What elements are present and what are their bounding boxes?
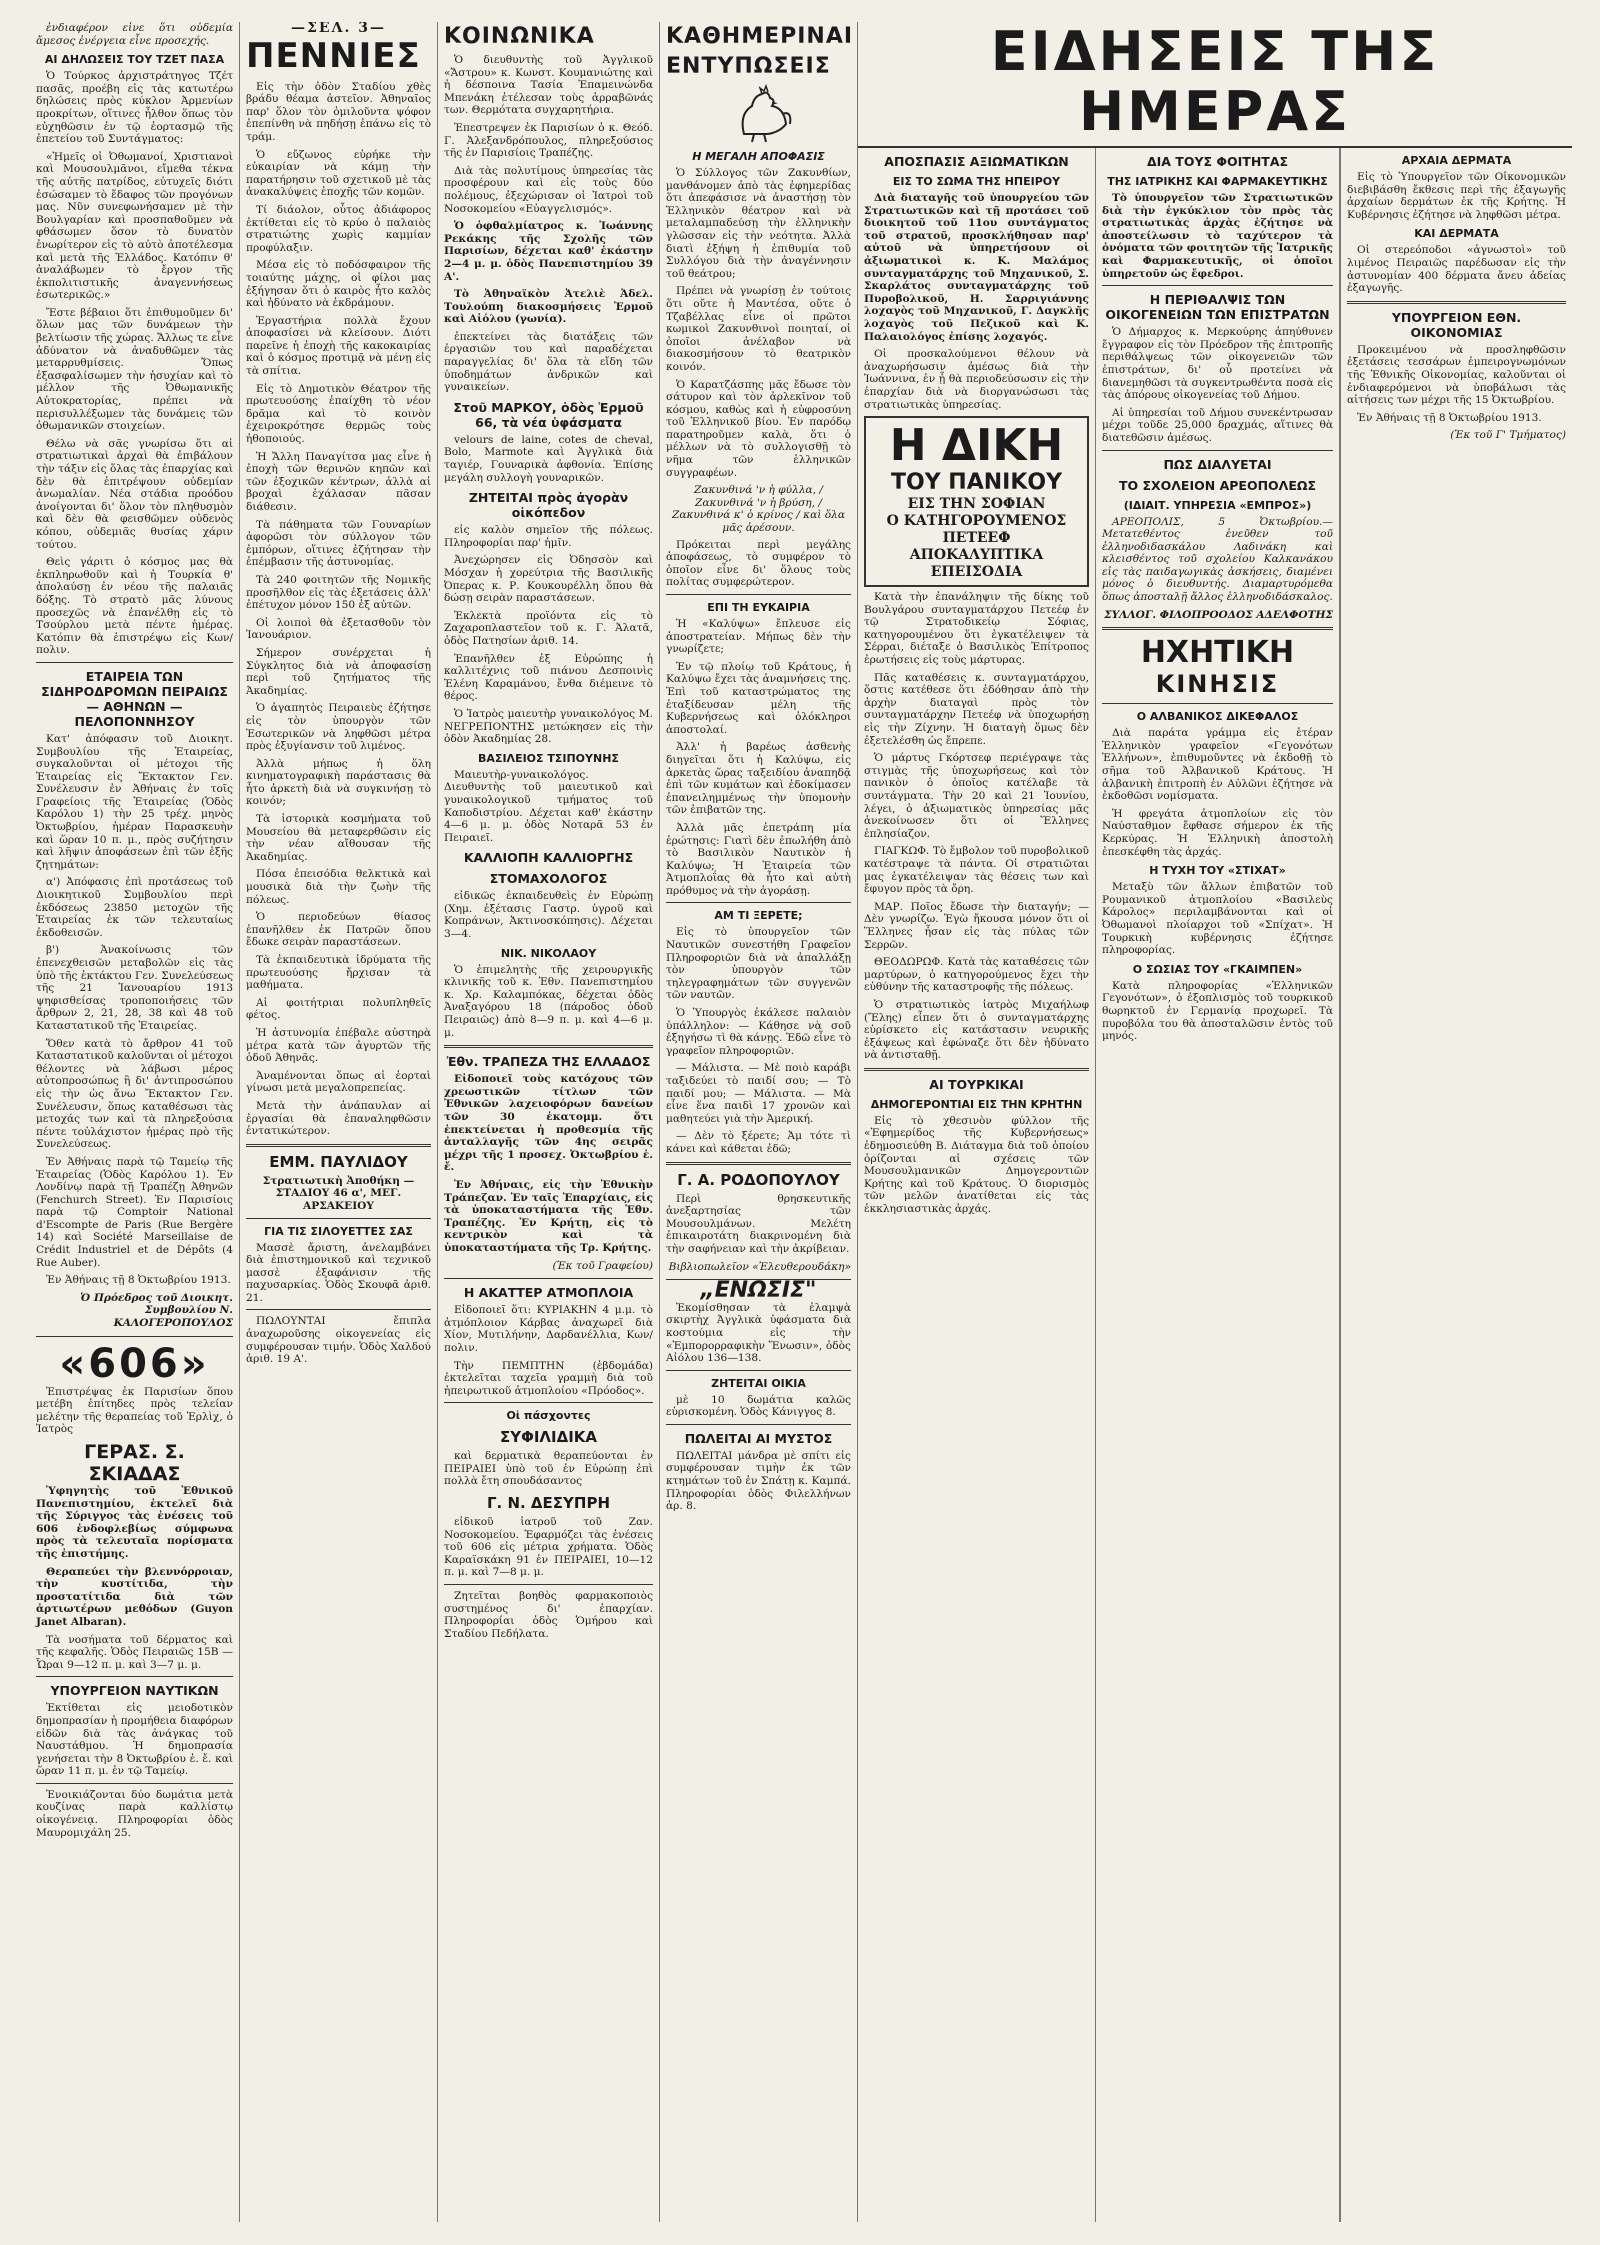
signature: (Ἐκ τοῦ Γ' Τμήματος) — [1450, 429, 1566, 442]
subhead-crete: ΔΗΜΟΓΕΡΟΝΤΙΑΙ ΕΙΣ ΤΗΝ ΚΡΗΤΗΝ — [870, 1097, 1083, 1111]
para: Οἱ λοιποὶ θὰ ἐξετασθοῦν τὸν Ἰανουάριον. — [246, 616, 431, 642]
para: «Ἡμεῖς οἱ Ὀθωμανοί, Χριστιανοὶ καὶ Μουσουλμᾶνοι, εἴμεθα τέκνα τῆς αὐτῆς πατρίδος, εὐτυχεῖς διότι ἐσώσαμεν τὸ ἔδαφος τῶν προγόνων μας. Νῦν συνεφωνήσαμεν μὲ τὴν Βουλγαρίαν καὶ προσπαθοῦμεν νὰ φθάσωμεν ὅσον τὸ δυνατὸν ἐνωρίτερον εἰς τὸ αὐτὸ ἀποτέλεσμα καὶ μετὰ τῆς Ἑλλάδος. Κατόπιν θ' ἀναλάβωμεν τὸ ἔργον τῆς ἐκπολιτιστικῆς ἀναγεννήσεως ἐσωτερικῶς.» — [36, 150, 233, 302]
para: Ὅθεν κατὰ τὸ ἄρθρον 41 τοῦ Καταστατικοῦ καλοῦνται οἱ μέτοχοι θέλοντες νὰ λάβωσι μέρος αὐτοπροσώπως ἢ δι' ἀντιπροσώπου εἰς τὴν ὡς ἄνω Ἔκτακτον Γεν. Συνέλευσιν, ὅπως καταθέσωσι τὰς μετοχάς των καὶ τὰ πληρεξούσια πέντε τοὐλάχιστον ἡμέρας πρὸ τῆς Συνελεύσεως. — [36, 1037, 233, 1151]
section-title-daily: ΚΑΘΗΜΕΡΙΝΑΙ — [666, 24, 854, 49]
para: Τὴν ΠΕΜΠΤΗΝ (ἑβδομάδα) ἐκτελεῖται ταχεῖα γραμμὴ διὰ τοῦ ἠπειρωτικοῦ ἀτμοπλοίου «Πρόοδος». — [444, 1359, 653, 1397]
news-left-block — [858, 148, 1341, 2222]
para: — Δὲν τὸ ξέρετε; Ἀμ τότε τὶ κάνει καὶ κάθεται ἐδῶ; — [666, 1130, 851, 1155]
news-subcol-1 — [858, 148, 1096, 2222]
para: Διὰ τὰς πολυτίμους ὑπηρεσίας τὰς προσφέρουν καὶ εἰς τοὺς δύο πολέμους, ἐξεχώρισαν οἱ Ἰατροὶ τοῦ Νοσοκομείου «Εὐαγγελισμός». — [444, 164, 653, 215]
para: Μετὰ τὴν ἀνάπαυλαν αἱ ἐργασίαι θὰ ἐπαναληφθῶσιν ἐντατικώτερον. — [246, 1099, 431, 1138]
headline-care: Η ΠΕΡΙΘΑΛΨΙΣ ΤΩΝ ΟΙΚΟΓΕΝΕΙΩΝ ΤΩΝ ΕΠΙΣΤΡΑΤΩΝ — [1105, 292, 1330, 323]
para: Τὰ πάθηματα τῶν Γουναρίων ἀφορῶσι τὸν σύλλογον τῶν ἐμπόρων, οἵτινες ἐζήτησαν τὴν ἐπέμβασιν τῆς ἀστυνομίας. — [246, 518, 431, 569]
para: Ὁ Ὑπουργὸς ἐκάλεσε παλαιὸν ὑπάλληλον: — Κάθησε νὰ σοῦ ἐξηγήσω τὶ θὰ κάνῃς. Ἐδῶ εἶνε τὸ γραφεῖον πληροφοριῶν. — [666, 1007, 851, 1057]
para: Τὸ Ἀθηναϊκὸν Ἀτελιὲ Ἀδελ. Τουλούπη διακοσμήσεις Ἑρμοῦ καὶ Αἰόλου (γωνία). — [444, 288, 653, 326]
intro-text: ἐνδιαφέρον εἶνε ὅτι οὐδεμία ἄμεσος ἐνέργεια εἶνε προσεχής. — [36, 22, 233, 47]
headline-national-bank: Ἐθν. ΤΡΑΠΕΖΑ ΤΗΣ ΕΛΛΑΔΟΣ — [446, 1054, 651, 1070]
para: ἐπεκτείνει τὰς διατάξεις τῶν ἐργασιῶν του καὶ παραδέχεται παραγγελίας δι' ὅλα τὰ εἴδη τῶν ὑποδημάτων ἀνδρικῶν καὶ γυναικείων. — [444, 330, 653, 394]
page-number: —ΣΕΛ. 3— — [291, 22, 386, 36]
column-news-of-the-day — [858, 22, 1572, 2222]
para: Στρατιωτικὴ Ἀποθήκη — ΣΤΑΔΙΟΥ 46 α', ΜΕΓ. ΑΡΣΑΚΕΙΟΥ — [262, 1174, 415, 1212]
column-4 — [660, 22, 858, 2222]
news-subcol-3 — [1341, 148, 1572, 2222]
para: Περὶ θρησκευτικῆς ἀνεξαρτησίας τῶν Μουσουλμάνων. Μελέτη ἐπικαιροτάτη διακρινομένη διὰ τὴν σαφήνειαν καὶ τὴν ἀκρίβειαν. — [666, 1192, 851, 1255]
para: Ἀναμένονται ὅπως αἱ ἑορταὶ γίνωσι μετὰ μεγαλοπρεπείας. — [246, 1069, 431, 1095]
para: Ὁ Καρατζάσπης μᾶς ἔδωσε τὸν σάτυρον καὶ τὸν ἀρλεκῖνον τοῦ κόσμου, καθὼς καὶ ἡ εὐφροσύνη τοῦ Ἑλληνικοῦ βίου. Ἐν παρόδῳ παρατηροῦμεν καλὰ, ὅτι ὁ μέλλων νὰ τὸ συλλογισθῇ τὸ νῆμα τῶν ἑλληνικῶν συγγραφέων. — [666, 378, 851, 479]
divider — [444, 1045, 653, 1048]
para: Ἀλλ' ἡ βαρέως ἀσθενὴς διηγεῖται ὅτι ἡ Καλύψω, εἰς ἀρκετὰς ὥρας ταξειδίου ἀναπηδᾷ ἐπὶ τῶν κυμάτων καὶ ἐδοκίμασεν ἐπανειλημμένως τὴν ὑπομονὴν τῶν ἐπιβατῶν της. — [666, 741, 851, 817]
para: Ἔστε βέβαιοι ὅτι ἐπιθυμοῦμεν δι' ὅλων μας τῶν δυνάμεων τὴν βελτίωσιν τῆς χώρας. Ἄλλως τε εἶνε ἀδύνατον νὰ ἀναδυθῶμεν τὰς μεταρρυθμίσεις. Ὅπως ἐξασφαλίσωμεν τὴν ἡσυχίαν καὶ τὸ μέλλον τῆς Ὀθωμανικῆς Αὐτοκρατορίας, πρέπει νὰ περισυλλέξωμεν τὰς δυνάμεις τῶν ὀθωμανικῶν στοιχείων. — [36, 306, 233, 433]
newspaper-page — [30, 22, 1572, 2222]
section-title-pennies: ΠΕΝΝΙΕΣ — [246, 35, 421, 76]
para: Ὁ στρατιωτικὸς ἰατρὸς Μιχαήλωφ (Ἔλης) εἶπεν ὅτι ὁ συνταγματάρχης εὑρίσκετο εἰς κατάστασιν νευρικῆς ἐξάψεως καὶ ἐφώναζε ὅτι δὲν ἠδύνατο νὰ ἀντισταθῇ. — [864, 998, 1089, 1062]
trial-box — [864, 416, 1089, 587]
headline-accused: Ο ΚΑΤΗΓΟΡΟΥΜΕΝΟΣ ΠΕΤΕΕΦ — [886, 513, 1067, 547]
divider — [666, 1370, 851, 1371]
headline-tsipounis: ΒΑΣΙΛΕΙΟΣ ΤΣΙΠΟΥΝΗΣ — [478, 751, 619, 765]
para: Μασσὲ ἄριστη, ἀνελαμβάνει διὰ ἐπιστημονικοῦ καὶ τεχνικοῦ μασσὲ ἐξαφάνισιν τῆς παχυσαρκίας. Ὁδὸς Σκουφᾶ ἀριθ. 21. — [246, 1241, 431, 1304]
headline-for-sale: ΠΩΛΕΙΤΑΙ ΑΙ ΜΥΣΤΟΣ — [684, 1430, 833, 1446]
divider — [246, 1309, 431, 1310]
para: Εἰς τὴν ὁδὸν Σταδίου χθὲς βράδυ θέαμα ἀστεῖον. Ἀθηναῖος παρ' ὅλον τὸν ὁμιλοῦντα ψόφον ἐπεπίνθη νὰ πηδήσῃ ἐπάνω εἰς τὸ τράμ. — [246, 80, 431, 143]
divider — [246, 1144, 431, 1147]
para: Ἀλλὰ μᾶς ἐπετράπη μία ἐρώτησις: Γιατὶ δὲν ἐπωλήθη ἀπὸ τὸ Βασιλικὸν Ναυτικὸν ἡ Καλύψω; Ἡ Ἑταιρεία τῶν Ἀτμοπλοΐας θὰ ἦτο καὶ αὐτὴ πρόθυμος νὰ τὴν ἀγοράσῃ. — [666, 821, 851, 897]
headline-sofia: ΕΙΣ ΤΗΝ ΣΟΦΙΑΝ — [907, 496, 1046, 513]
para: Ἐργαστήρια πολλὰ ἔχουν ἀποφασίσει νὰ κλείσουν. Διότι παρεῖνε ἡ ἐποχὴ τῆς κακοκαιρίας καὶ ὁ κόσμος προτιμᾷ νὰ μένῃ εἰς τὰ σπίτια. — [246, 314, 431, 378]
para: Πρέπει νὰ γνωρίσῃ ἐν τούτοις ὅτι οὔτε ἡ Μαντέσα, οὔτε ὁ Τζαβέλλας εἶνε οἱ πρῶτοι κωμικοὶ Ζακυνθινοὶ ποιηταί, οἱ ὁποῖοι ἀνέλαβον νὰ διακοσμήσουν τὸ θεατρικὸν κοινόν. — [666, 285, 851, 373]
para: εἰδικῶς ἐκπαιδευθεὶς ἐν Εὐρώπῃ (Χημ. ἐξέτασις Γαστρ. ὑγροῦ καὶ Κοπράνων, Ἀκτινοσκόπησις). Δέχεται 3—4. — [444, 890, 653, 941]
divider — [1102, 285, 1333, 286]
para: Οἱ προσκαλούμενοι θέλουν νὰ ἀναχωρήσωσιν ἀμέσως διὰ τὴν Ἰωάννινα, ἐν ᾗ θὰ περιοδεύσωσιν εἰς τὴν ἐπαρχίαν διὰ νὰ διοργανώσωσι τὰς στρατιωτικὰς ὑπηρεσίας. — [864, 348, 1089, 411]
headline-stichat: Η ΤΥΧΗ ΤΟΥ «ΣΤΙΧΑΤ» — [1149, 864, 1286, 878]
headline-students: ΔΙΑ ΤΟΥΣ ΦΟΙΤΗΤΑΣ — [1146, 154, 1289, 169]
para: Τί διάολον, οὗτος ἀδιάφορος ἐκτίθεται εἰς τὸ κρύο ὁ παλαιὸς στρατιώτης χωρὶς καμμίαν προφύλαξιν. — [246, 203, 431, 254]
headline-djemal: ΑΙ ΔΗΛΩΣΕΙΣ ΤΟΥ ΤΖΕΤ ΠΑΣΑ — [44, 53, 225, 67]
para: Προκειμένου νὰ προσληφθῶσιν ἐξετάσεις τεσσάρων ἐμπειρογνωμόνων τῆς Ἐθνικῆς Οἰκονομίας, καλοῦνται οἱ ἐνδιαφερόμενοι νὰ ὑποβάλωσι τὰς αἰτήσεις των μέχρι τῆς 15 Ὀκτωβρίου. — [1347, 343, 1566, 407]
divider — [666, 1162, 851, 1165]
para: Εἰς τὸ χθεσινὸν φύλλον τῆς «Ἐφημερίδος τῆς Κυβερνήσεως» ἐδημοσιεύθη Β. Διάταγμα διὰ τοῦ ὁποίου ὁρίζονται αἱ σχέσεις τῶν Μουσουλμανικῶν Δημογεροντιῶν Κρήτης καὶ τοῦ Κράτους. Ὁ διορισμὸς τῶν μελῶν ἀνατίθεται εἰς τὰς ἐκκλησιαστικὰς ἀρχάς. — [864, 1114, 1089, 1216]
subhead-epirus: ΕΙΣ ΤΟ ΣΩΜΑ ΤΗΣ ΗΠΕΙΡΟΥ — [892, 175, 1061, 188]
poem: Ζακυνθινά 'ν ἡ φύλλα, / Ζακυνθινά 'ν ἡ βρύση, / Ζακυνθινά κ' ὁ κρίνος / καὶ ὅλα μᾶς ἀρέσουν. — [671, 484, 846, 535]
para: εἰδικοῦ ἰατροῦ τοῦ Ζαν. Νοσοκομείου. Ἐφαρμόζει τὰς ἐνέσεις τοῦ 606 εἰς μέτρια χρήματα. Ὁδὸς Καραϊσκάκη 91 ἐν ΠΕΙΡΑΙΕΙ, 10—12 π. μ. καὶ 7—8 μ. μ. — [444, 1516, 653, 1579]
divider — [1347, 301, 1566, 304]
para: Εἰς τὸ Δημοτικὸν Θέατρον τῆς πρωτευούσης ἐπαίχθη τὸ νέον δρᾶμα καὶ τὸ κοινὸν ἐχειροκρότησε θερμῶς τοὺς ἠθοποιούς. — [246, 382, 431, 446]
para: velours de laine, cotes de cheval, Bolo, Marmote καὶ Ἀγγλικὰ διὰ ταγιέρ, Γουναρικὰ ἀφθονία. Ἐπίσης μεγάλη συλλογὴ γουναρικῶν. — [444, 433, 653, 484]
para: Ὁ Σύλλογος τῶν Ζακυνθίων, μανθάνομεν ἀπὸ τὰς ἐφημερίδας ὅτι ἀπεφάσισε νὰ ἀναστήσῃ τὸν Ἑλληνικὸν θέατρον καὶ νὰ μεταλαμπαδεύσῃ τὴν ἑλληνικὴν γλῶσσαν εἰς τὴν νεότητα. Ἀλλὰ διατὶ ἐξήψη ἡ ἐπιθυμία τοῦ Συλλόγου διὰ τὴν ἀναγέννησιν τοῦ θεάτρου; — [666, 167, 851, 280]
news-left-top — [858, 148, 1340, 2222]
para: Τὰ νοσήματα τοῦ δέρματος καὶ τῆς κεφαλῆς. Ὁδὸς Πειραιῶς 15Β — Ὧραι 9—12 π. μ. καὶ 3—7 μ. μ. — [36, 1633, 233, 1671]
divider — [1102, 450, 1333, 451]
divider — [666, 1424, 851, 1425]
para: ΘΕΟΔΩΡΩΦ. Κατὰ τὰς καταθέσεις τῶν μαρτύρων, ὁ κατηγορούμενος ἔχει τὴν εὐθύνην τῆς καταστροφῆς τῆς πόλεως. — [864, 956, 1089, 994]
headline-desypris: Γ. Ν. ΔΕΣΥΠΡΗ — [486, 1494, 611, 1513]
subhead-decision: Η ΜΕΓΑΛΗ ΑΠΟΦΑΣΙΣ — [692, 150, 825, 163]
divider — [444, 1278, 653, 1279]
divider — [444, 1584, 653, 1585]
para: Ἐν Ἀθήναις παρὰ τῷ Ταμείῳ τῆς Ἑταιρείας (Ὁδὸς Καρόλου 1). Ἐν Λονδίνῳ παρὰ τῇ Τραπέζῃ Ἀθηνῶν (Fenchurch Street). Ἐν Παρισίοις παρὰ τῷ Comptoir National d'Escompte de Paris (Rue Bergère 14) καὶ Société Marseillaise de Crédit Industriel et de Dépôts (4 Rue Auber). — [36, 1155, 233, 1269]
signature: (Ἐκ τοῦ Γραφείου) — [552, 1259, 653, 1272]
para: ΠΩΛΟΥΝΤΑΙ ἔπιπλα ἀναχωροῦσης οἰκογενείας εἰς συμφέρουσαν τιμήν. Ὁδὸς Χαλδού ἀριθ. 19 Α'. — [246, 1315, 431, 1366]
para: Ὁ περιοδεύων θίασος ἐπανῆλθεν ἐκ Πατρῶν ὅπου ἔδωκε σειρὰν παραστάσεων. — [246, 911, 431, 949]
divider — [1102, 627, 1333, 630]
para: Αἱ φοιτήτριαι πολυπληθεῖς φέτος. — [246, 996, 431, 1022]
para: Ἡ Ἄλλη Παναγίτσα μας εἶνε ἡ ἐποχὴ τῶν θερινῶν κηπῶν καὶ τῶν ἐξοχικῶν κέντρων, ἀλλὰ αἱ βροχαὶ ἐχάλασαν πᾶσαν διάθεσιν. — [246, 450, 431, 513]
para: Ἐν Ἀθήναις, εἰς τὴν Ἐθνικὴν Τράπεζαν. Ἐν ταῖς Ἐπαρχίαις, εἰς τὰ ὑποκαταστήματα τῆς Ἐθν. Τραπέζης. Ἐν Κρήτῃ, εἰς τὸ κεντρικὸν καὶ τὰ ὑποκαταστήματα τῆς Τρ. Κρήτης. — [444, 1178, 653, 1254]
section-title-news: ΕΙΔΗΣΕΙΣ ΤΗΣ ΗΜΕΡΑΣ — [858, 22, 1572, 148]
para: Πόσα ἐπεισόδια θελκτικὰ καὶ μουσικὰ διὰ τὴν ζωὴν τῆς πόλεως. — [246, 868, 431, 906]
para: Τὸ ὑπουργεῖον τῶν Στρατιωτικῶν διὰ τὴν ἐγκύκλιον τὸν πρὸς τὰς στρατιωτικὰς ἀρχὰς ἐζήτησε νὰ ἀποστείλωσιν τὸ ταχύτερον τὰ ὀνόματα τῶν φοιτητῶν τῆς Ἰατρικῆς καὶ Φαρμακευτικῆς, οἱ ὁποῖοι ὑπηρετοῦν ὡς ἔφεδροι. — [1102, 192, 1333, 280]
signature: Ὁ Πρόεδρος τοῦ Διοικητ. Συμβουλίου Ν. ΚΑΛΟΓΕΡΟΠΟΥΛΟΣ — [80, 1291, 233, 1330]
para: μὲ 10 δωμάτια καλῶς εὑρισκομένη. Ὁδὸς Κάνιγγος 8. — [666, 1393, 851, 1419]
para: α') Ἀπόφασις ἐπὶ προτάσεως τοῦ Διοικητικοῦ Συμβουλίου περὶ ἐκδόσεως 23850 μετοχῶν τῆς Ἑταιρείας ἐκ τῶν τελευταίως ἐκδοθεισῶν. — [36, 876, 233, 939]
para: Ὁ Δήμαρχος κ. Μερκούρης ἀπηύθυνεν ἔγγραφον εἰς τὸν Πρόεδρον τῆς ἐπιτροπῆς περιθάλψεως τῶν οἰκογενειῶν τῶν ἐπιστράτων, δι' οὗ προτείνει νὰ διανεμηθῶσι τὰ συγκεντρωθέντα ποσὰ εἰς τὰς ἀπόρους οἰκογενείας τοῦ Δήμου. — [1102, 326, 1333, 402]
headline-turkish: ΑΙ ΤΟΥΡΚΙΚΑΙ — [929, 1076, 1024, 1092]
para: Κατ' ἀπόφασιν τοῦ Διοικητ. Συμβουλίου τῆς Ἑταιρείας, συγκαλοῦνται οἱ μέτοχοι τῆς Ἑταιρείας εἰς Ἔκτακτον Γεν. Συνέλευσιν ἐν Ἀθήναις ἐν τοῖς Γραφείοις τῆς Ἑταιρείας (Ὁδὸς Καρόλου 1) τὴν 25 τρέχ. μηνὸς Ὀκτωβρίου, ἡμέραν Παρασκευὴν καὶ ὥραν 10 π. μ., πρὸς συζήτησιν καὶ λῆψιν ἀποφάσεων ἐπὶ τῶν ἑξῆς ζητημάτων: — [36, 732, 233, 871]
para: Ὁ ἀγαπητὸς Πειραιεὺς ἐζήτησε εἰς τὸν ὑπουργὸν τῶν Ἐσωτερικῶν νὰ ληφθῶσι μέτρα πρὸς ἐξυγίανσιν τοῦ λιμένος. — [246, 702, 431, 753]
divider — [36, 1783, 233, 1784]
signature: Βιβλιοπωλεῖον «Ἐλευθερουδάκη» — [668, 1260, 851, 1273]
divider — [666, 902, 851, 903]
para: Ἡ ἀστυνομία ἐπέβαλε αὐστηρὰ μέτρα κατὰ τῶν ἀγυρτῶν τῆς ὁδοῦ Ἀθηνᾶς. — [246, 1026, 431, 1065]
headline-dissolve: ΠΩΣ ΔΙΑΛΥΕΤΑΙ — [1163, 456, 1272, 472]
para: Ἐκλεκτὰ προϊόντα εἰς τὸ Ζαχαροπλαστεῖον τοῦ κ. Γ. Ἀλατᾶ, ὁδὸς Πατησίων ἀριθ. 14. — [444, 609, 653, 647]
divider — [36, 1676, 233, 1677]
para: — Μάλιστα. — Μὲ ποιὸ καράβι ταξιδεύει τὸ παιδί σου; — Τὸ παιδί μου; — Μάλιστα. — Μὰ εἶνε ἕνα παιδὶ 17 χρονῶν καὶ μαθητεύει γιὰ τὴν Ἀμερική. — [666, 1062, 851, 1125]
divider — [36, 662, 233, 663]
para: Μεταξὺ τῶν ἄλλων ἐπιβατῶν τοῦ Ρουμανικοῦ ἀτμοπλοίου «Βασιλεὺς Κάρολος» περιλαμβάνονται καὶ οἱ Ὀθωμανοὶ πλοίαρχοι τοῦ «Σπίχατ». Ἡ Τουρκικὴ κυβέρνησις ἐζήτησε πληροφορίας. — [1102, 881, 1333, 957]
headline-syphilitic: ΣΥΦΙΛΙΔΙΚΑ — [499, 1428, 598, 1447]
para: Ἐνοικιάζονται δύο δωμάτια μετὰ κουζίνας παρὰ καλλίστῳ οἰκογένειᾳ. Πληροφορίαι ὁδὸς Μαυρομιχάλη 25. — [36, 1788, 233, 1839]
headline-steamship: Η ΑΚΑΤΤΕΡ ΑΤΜΟΠΛΟΙΑ — [463, 1285, 634, 1301]
para: Ὁ διευθυντὴς τοῦ Ἀγγλικοῦ «Ἄστρου» κ. Κωνστ. Κουμανιώτης καὶ ἡ δέσποινα Τασία Ἐπαμεινώνδα Μπενάκη ἐτέλεσαν τοὺς ἀρραβῶνάς των. Θερμότατα συγχαρητήρια. — [444, 54, 653, 117]
para: Ἐπεστρεψεν ἐκ Παρισίων ὁ κ. Θεόδ. Γ. Ἀλεξανδρόπουλος, πληρεξούσιος τῆς ἐν Παρισίοις Τραπέζης. — [444, 121, 653, 160]
para: Αἱ ὑπηρεσίαι τοῦ Δήμου συνεκέντρωσαν μέχρι τοῦδε 25,000 δραχμάς, αἵτινες θὰ διατεθῶσιν ἀμέσως. — [1102, 406, 1333, 444]
para: Σήμερον συνέρχεται ἡ Σύγκλητος διὰ νὰ ἀποφασίσῃ περὶ τοῦ ζητήματος τῆς Ἀκαδημίας. — [246, 646, 431, 697]
headline-and-skins: ΚΑΙ ΔΕΡΜΑΤΑ — [1414, 227, 1499, 241]
rooster-illustration — [724, 84, 794, 144]
para: Θεραπεύει τὴν βλεννόρροιαν, τὴν κυστίτιδα, τὴν προστατίτιδα διὰ τῶν ἀρτιωτέρων μεθόδων (Guyon Janet Albaran). — [36, 1565, 233, 1628]
para: Τὰ ἱστορικὰ κοσμήματα τοῦ Μουσείου θὰ μεταφερθῶσιν εἰς τὴν νέαν αἴθουσαν τῆς Ἀκαδημίας. — [246, 813, 431, 863]
divider — [444, 1402, 653, 1403]
divider — [246, 1218, 431, 1219]
para: Ἀλλὰ μήπως ἡ ὅλη κινηματογραφικὴ παράστασις θὰ ἦτο ἀρκετὴ διὰ νὰ συγκινήσῃ τὸ κοινόν; — [246, 757, 431, 808]
headline-occasion: ΕΠΙ ΤΗ ΕΥΚΑΙΡΙΑ — [707, 601, 810, 614]
column-3 — [438, 22, 660, 2222]
para: εἰς καλὸν σημεῖον τῆς πόλεως. Πληροφορίαι παρ' ἡμῖν. — [444, 524, 653, 549]
subhead-service: (ΙΔΙΑΙΤ. ΥΠΗΡΕΣΙΑ «ΕΜΠΡΟΣ») — [1123, 498, 1312, 512]
headline-wanted-plot: ΖΗΤΕΙΤΑΙ πρὸς ἀγορὰν οἰκόπεδον — [468, 490, 629, 521]
headline-officers: ΑΠΟΣΠΑΣΙΣ ΑΞΙΩΜΑΤΙΚΩΝ — [884, 154, 1069, 169]
headline-silhouettes: ΓΙΑ ΤΙΣ ΣΙΛΟΥΕΤΤΕΣ ΣΑΣ — [264, 1224, 413, 1238]
headline-nikolaou: ΝΙΚ. ΝΙΚΟΛΑΟΥ — [500, 946, 597, 960]
para: Οἱ στερεόποδοι «ἀγνωστοὶ» τοῦ λιμένος Πειραιῶς παρέδωσαν εἰς τὴν ἀστυνομίαν 400 δέρματα ἄνευ ἀδείας ἐξαγωγῆς. — [1347, 244, 1566, 295]
headline-wanted-house: ΖΗΤΕΙΤΑΙ ΟΙΚΙΑ — [711, 1376, 806, 1390]
para: ΜΑΡ. Ποῖος ἔδωσε τὴν διαταγήν; — Δὲν γνωρίζω. Ἐγὼ ἤκουσα μόνον ὅτι οἱ Ἕλληνες ἦσαν εἰς τὰς πύλας τῶν Σερρῶν. — [864, 900, 1089, 951]
ad-606-number: «606» — [59, 1340, 210, 1387]
divider — [864, 1068, 1089, 1071]
headline-movement: ΚΙΝΗΣΙΣ — [1155, 670, 1280, 699]
para: Ἐν τῷ πλοίῳ τοῦ Κράτους, ἡ Καλύψω ἔχει τὰς ἀναμνήσεις της. Ἐπὶ τοῦ καταστρώματος της ἐταξίδευσαν μέλη τῆς Κυβερνήσεως καὶ ὁλόκληροι ἀποστολαί. — [666, 660, 851, 736]
column-1 — [30, 22, 240, 2222]
para: ΑΡΕΟΠΟΛΙΣ, 5 Ὀκτωβρίου.—Μετατεθέντος ἐνεῦθεν τοῦ ἑλληνοδιδασκάλου Λαδινάκη καὶ κλεισθέντος τοῦ σχολείου Καλκανάκου εἰς τὰς παιδαγωγικὰς ἀσκήσεις, διαμένει μόνος ὁ διευθυντής. Διαμαρτυρόμεθα ὅπως ἀποσταλῇ ἄλλος ἑλληνοδιδάσκαλος. — [1102, 515, 1333, 604]
para: Κατὰ πληροφορίας «Ἑλληνικῶν Γεγονότων», ὁ ἐξοπλισμὸς τοῦ τουρκικοῦ θωρηκτοῦ ἐν Γερμανίᾳ προχωρεῖ. Τὰ πυροβόλα του θὰ ἀποσταλῶσιν ἐντὸς τοῦ μηνός. — [1102, 979, 1333, 1043]
headline-markou: Στοῦ ΜΑΡΚΟΥ, ὁδὸς Ἑρμοῦ 66, τὰ νέα ὑφάσματα — [453, 399, 644, 430]
para: Εἰδοποιεῖ τοὺς κατόχους τῶν χρεωστικῶν τίτλων τῶν Ἐθνικῶν λαχειοφόρων δανείων τῶν 30 ἑκατομμ. ὅτι ἐπεκτείνεται ἡ προθεσμία τῆς ἀνταλλαγῆς τῶν 4ης σειρᾶς μέχρι τῆς 1 προσεχ. Ὀκτωβρίου ἐ. ἔ. — [444, 1073, 653, 1174]
para: Ἐπανῆλθεν ἐξ Εὐρώπης ἡ καλλιτέχνις τοῦ πιάνου Δεσποινὶς Ἑλένη Καραμάνου, ἔνθα διέμεινε τὸ θέρος. — [444, 652, 653, 703]
headline-rodopoulou: Γ. Α. ΡΟΔΟΠΟΥΛΟΥ — [677, 1170, 840, 1189]
para: Μαιευτὴρ-γυναικολόγος. Διευθυντὴς τοῦ μαιευτικοῦ καὶ γυναικολογικοῦ τμήματος τοῦ Καποδιστρίου. Δέχεται καθ' ἑκάστην 4—6 μ. μ. ὁδὸς Νοταρᾶ 53 ἐν Πειραιεῖ. — [444, 768, 653, 844]
ad-doctor-name: ΓΕΡΑΣ. Σ. ΣΚΙΑΔΑΣ — [84, 1441, 185, 1485]
para: Εἰς τὸ ὑπουργεῖον τῶν Ναυτικῶν συνεστήθη Γραφεῖον Πληροφοριῶν διὰ νὰ ἀπαλλάξῃ τὸν ὑπουργὸν τῶν τηλεγραφημάτων τῶν συγγενῶν τῶν ναυτῶν. — [666, 926, 851, 1002]
headline-echo: ΗΧΗΤΙΚΗ — [1140, 635, 1295, 671]
para: Τὰ 240 φοιτητῶν τῆς Νομικῆς προσῆλθον εἰς τὰς ἐξετάσεις ἀλλ' ἐπέτυχον μόνον 150 ἐξ αὐτῶν. — [246, 573, 431, 612]
headline-naval-ministry: ΥΠΟΥΡΓΕΙΟΝ ΝΑΥΤΙΚΩΝ — [50, 1683, 219, 1699]
para: Ἀνεχώρησεν εἰς Ὀδησσὸν καὶ Μόσχαν ἡ χορεύτρια τῆς Βασιλικῆς Ὀπερας κ. Ρ. Κουκουρέλλη ὅπου θὰ δώσῃ σειρὰν παραστάσεων. — [444, 554, 653, 605]
signature: ΣΥΛΛΟΓ. ΦΙΛΟΠΡΟΟΔΟΣ ΑΔΕΛΦΟΤΗΣ — [1104, 608, 1333, 621]
headline-kalliorgis: ΚΑΛΛΙΟΠΗ ΚΑΛΛΙΟΡΓΗΣ — [463, 850, 634, 866]
para: ΓΙΑΓΚΩΦ. Τὸ ἔμβολον τοῦ πυροβολικοῦ κατέστραψε τὰ πάντα. Οἱ στρατιῶται μας ἐγκατέλειψαν τὰς θέσεις των καὶ ἔφυγον πρὸς τὰ ὄρη. — [864, 845, 1089, 896]
para: Τὰ ἐκπαιδευτικὰ ἱδρύματα τῆς πρωτευούσης ἤρχισαν τὰ μαθήματα. — [246, 954, 431, 992]
para: Πρόκειται περὶ μεγάλης ἀποφάσεως, τὸ συμφέρον τὸ ὁποῖον εἶνε δι' ὅλους τοὺς πολίτας συμφερώτερον. — [666, 538, 851, 589]
para: ΠΩΛΕΙΤΑΙ μάνδρα μὲ σπίτι εἰς συμφέρουσαν τιμὴν ἐκ τῶν κτημάτων τοῦ ἐν Σπάτῃ κ. Καμπά. Πληροφορίαι ὁδὸς Φιλελλήνων ἀρ. 8. — [666, 1449, 851, 1513]
section-title-impressions: ΕΝΤΥΠΩΣΕΙΣ — [666, 54, 831, 79]
divider — [36, 1336, 233, 1337]
para: β') Ἀνακοίνωσις τῶν ἐπενεχθεισῶν μεταβολῶν εἰς τὰς ὑπὸ τῆς ἐκτάκτου Γεν. Συνελεύσεως τῆς 21 Ἰανουαρίου 1913 ψηφισθείσας τροποποιήσεις τῶν ἄρθρων 2, 21, 28, 38 καὶ 48 τοῦ Καταστατικοῦ τῆς Ἑταιρείας. — [36, 944, 233, 1032]
column-2 — [240, 22, 438, 2222]
para: Θέλω νὰ σᾶς γνωρίσω ὅτι αἱ στρατιωτικαὶ ἀρχαὶ θὰ ἐπιβάλουν τὴν τάξιν εἰς ὅλας τὰς ἐπαρχίας καὶ δὲν θὰ ἐπιτρέψουν οὐδεμίαν ἀνωμαλίαν. Νέα στάδια προόδου ἀνοίγονται δι' ὅλον τὸν πληθυσμὸν καὶ δὲν θὰ φεισθῶμεν οὐδενὸς κόπου, οὐδεμιᾶς θυσίας χάριν τούτου. — [36, 437, 233, 551]
para: Μέσα εἰς τὸ ποδόσφαιρον τῆς τοιαύτης μάχης, οἱ φίλοι μας ἐξήγησαν ὅτι ὁ καιρὸς ἦτο καλὸς καὶ ἠδύνατο νὰ ἐκδράμουν. — [246, 259, 431, 310]
para: Εἰδοποιεῖ ὅτι: ΚΥΡΙΑΚΗΝ 4 μ.μ. τὸ ἀτμόπλοιον Κάρβας ἀναχωρεῖ διὰ Χίον, Μυτιλήνην, Δαρδανέλλια, Κων/πολιν. — [444, 1304, 653, 1354]
headline-panic: ΤΟΥ ΠΑΝΙΚΟΥ — [890, 470, 1062, 496]
para: Ὁ Ἰατρὸς μαιευτὴρ γυναικολόγος Μ. ΝΕΓΡΕΠΟΝΤΗΣ μετώκησεν εἰς τὴν ὁδὸν Ἀκαδημίας 28. — [444, 707, 653, 746]
headline-stomach: ΣΤΟΜΑΧΟΛΟΓΟΣ — [489, 871, 608, 887]
para: Θεὶς γάριτι ὁ κόσμος μας θὰ ἐκπληρωθοῦν καὶ ἡ Τουρκία θ' ἀπολαύσῃ ἐν νέου τῆς παλαιᾶς δόξης. Τὸ στρατὸ μᾶς λύνους προσεχῶς νὰ ἐπανέλθῃ εἰς τὸ Τσούρλου μετὰ πέντε ἡμέρας. Κατόπιν θὰ ἐπιστρέψω εἰς Κων/πολιν. — [36, 556, 233, 657]
para: Ὁ Τούρκος ἀρχιστράτηγος Τζέτ πασᾶς, προέβη εἰς τὰς κατωτέρω δηλώσεις πρὸς κύκλον Ἀρμενίων προκρίτων, οἵτινες ἦλθον ὅπως τὸν εὐχηθῶσιν ἐν τῷ ἐορτασμῷ τῆς ἐπετείου τοῦ Συντάγματος: — [36, 70, 233, 146]
para: Ὁ ἐπιμελητὴς τῆς χειρουργικῆς κλινικῆς τοῦ κ. Ἐθν. Πανεπιστημίου κ. Χρ. Καλαμπόκας, δέχεται ὁδὸς Ἀναξαγόρου 18 (πάροδος ὁδοῦ Πειραιῶς) ἀπὸ 8—9 π. μ. καὶ 4—6 μ. μ. — [444, 963, 653, 1039]
headline-trial: Η ΔΙΚΗ — [889, 420, 1064, 472]
news-subcol-2 — [1096, 148, 1340, 2222]
para: Ἐκομίσθησαν τὰ ἐλαμψὰ σκιρτὴχ Ἀγγλικὰ ὑφάσματα διὰ κοστούμια εἰς τὴν «Ἐμπορορραφικὴν Ἕνωσιν», ὁδὸς Αἰόλου 136—138. — [666, 1301, 851, 1365]
divider — [1102, 703, 1333, 704]
para: Ἐκτίθεται εἰς μειοδοτικὸν δημοπρασίαν ἡ προμήθεια διαφόρων εἰδῶν διὰ τὰς ἀνάγκας τοῦ Ναυστάθμου. Ἡ δημοπρασία γενήσεται τὴν 8 Ὀκτωβρίου ἐ. ἔ. καὶ ὥραν 11 π. μ. ἐν τῷ Ταμείῳ. — [36, 1702, 233, 1778]
para: Ἐπιστρέψας ἐκ Παρισίων ὅπου μετέβη ἐπίτηδες πρὸς τελείαν μελέτην τῆς θεραπείας τοῦ Ἐρλὶχ, ὁ Ἰατρὸς — [36, 1385, 233, 1436]
para: Ὁ μάρτυς Γκόρτσεφ περιέγραψε τὰς στιγμὰς τῆς ὑποχωρήσεως καὶ τὸν πανικὸν ὁ ὁποῖος κατέλαβε τὰ συντάγματα. Τὴν 20 καὶ 21 Ἰουνίου, λέγει, ὁ ἀξιωματικὸς ὑπηρεσίας μᾶς ἀνεκοίνωσεν ὅτι οἱ Ἕλληνες ἐπλησίαζον. — [864, 752, 1089, 840]
para: Ζητεῖται βοηθὸς φαρμακοποιὸς συστημένος δι' ἐπαρχίαν. Πληροφορίαι ὁδὸς Ὁμήρου καὶ Σταδίου Πεδήλατα. — [444, 1590, 653, 1640]
date-line: Ἐν Ἀθήναις τῇ 8 Ὀκτωβρίου 1913. — [1357, 411, 1542, 424]
headline-economy-ministry: ΥΠΟΥΡΓΕΙΟΝ ΕΘΝ. ΟΙΚΟΝΟΜΙΑΣ — [1391, 309, 1522, 340]
para: Ὑφηγητὴς τοῦ Ἐθνικοῦ Πανεπιστημίου, ἐκτελεῖ διὰ τῆς Σύριγγος τὰς ἐνέσεις τοῦ 606 ἐνδοφλεβίως σύμφωνα πρὸς τὰ τελευταῖα πορίσματα τῆς ἐπιστήμης. — [36, 1485, 233, 1560]
headline-goeben: Ο ΣΩΣΙΑΣ ΤΟΥ «ΓΚΑΙΜΠΕΝ» — [1132, 962, 1303, 976]
headline-sufferers: Οἱ πάσχοντες — [506, 1409, 591, 1423]
para: Ἡ φρεγάτα ἀτμοπλοίων εἰς τὸν Ναύσταθμον ἔφθασε σήμερον ἐκ τῆς Κερκύρας. Ἡ Ἐλληνικὴ ἀποστολὴ ἐπεσκέφθη τὰς ἀρχάς. — [1102, 807, 1333, 858]
headline-ancient-skins: ΑΡΧΑΙΑ ΔΕΡΜΑΤΑ — [1401, 154, 1512, 167]
headline-revealing: ΑΠΟΚΑΛΥΠΤΙΚΑ ΕΠΕΙΣΟΔΙΑ — [909, 547, 1044, 581]
news-body — [858, 148, 1572, 2222]
headline-enosis: „ΕΝΩΣΙΣ" — [700, 1278, 817, 1304]
headline-school: ΤΟ ΣΧΟΛΕΙΟΝ ΑΡΕΟΠΟΛΕΩΣ — [1118, 477, 1317, 493]
headline-albanian: Ο ΑΛΒΑΝΙΚΟΣ ΔΙΚΕΦΑΛΟΣ — [1136, 710, 1299, 724]
para: Διὰ διαταγῆς τοῦ ὑπουργείου τῶν Στρατιωτικῶν καὶ τῇ προτάσει τοῦ διοικητοῦ τοῦ 11ου συντάγματος τοῦ στρατοῦ, προσκλήθησαν παρ' αὐτοῦ νὰ ὑπηρετήσουν οἱ ἀξιωματικοὶ κ. Κ. Μαλάμος συνταγματάρχης τοῦ Μηχανικοῦ, Σ. Σκαρλάτος συνταγματάρχης τοῦ Πυροβολικοῦ, Η. Σαρριγιάννης λοχαγὸς τοῦ Μηχανικοῦ, Γ. Δαγκλῆς λοχαγὸς τοῦ Πεζικοῦ καὶ Κ. Παλαιολόγος ἐπίσης λοχαγός. — [864, 192, 1089, 343]
para: Διὰ παράτα γράμμα εἰς ἑτέραν Ἐλληνικὸν γραφεῖον «Γεγονότων Ἑλλήνων», ἐπιθυμοῦντες νὰ ἐκδοθῇ τὸ σῆμα τοῦ Ἀλβανικοῦ Κράτους. Ἡ ἀλβανικὴ ἐπιτροπὴ ἐν Αὐλῶνι ἐζήτησε νὰ ἐκδοθῶσι νομίσματα. — [1102, 727, 1333, 803]
subhead-medical: ΤΗΣ ΙΑΤΡΙΚΗΣ ΚΑΙ ΦΑΡΜΑΚΕΥΤΙΚΗΣ — [1107, 175, 1328, 188]
para: Πᾶς καταθέσεις κ. συνταγματάρχου, ὅστις κατέθεσε ὅτι ἐδόθησαν ἀπὸ τὴν ἀρχὴν διαταγαὶ πρὸς τὸν συνταγματάρχην Πετεέφ νὰ ὑποχωρήσῃ εἰς τὴν Ζίχνην. Ἡ διαταγὴ ὅμως δὲν ἐξετελέσθη ὡς ἔπρεπε. — [864, 671, 1089, 747]
headline-railways: ΕΤΑΙΡΕΙΑ ΤΩΝ ΣΙΔΗΡΟΔΡΟΜΩΝ ΠΕΙΡΑΙΩΣ — ΑΘΗΝΩΝ — ΠΕΛΟΠΟΝΝΗΣΟΥ — [41, 668, 228, 729]
para: Κατὰ τὴν ἐπανάληψιν τῆς δίκης τοῦ Βουλγάρου συνταγματάρχου Πετεέφ ἐν τῷ Στρατοδικείῳ Σόφιας, κατηγορουμένου ὅτι ἐγκατέλειψεν τὰ Σέρραι, διέταξε ὁ Βασιλικὸς Ἐπίτροπος ἐρωτήσεις εἰς τοὺς μάρτυρας. — [864, 591, 1089, 667]
divider — [666, 594, 851, 595]
para: καὶ δερματικὰ θεραπεύονται ἐν ΠΕΙΡΑΙΕΙ ὑπὸ τοῦ ἐν Εὐρώπῃ ἐπὶ πολλὰ ἔτη σπουδάσαντος — [444, 1450, 653, 1488]
para: Ἡ «Καλύψω» ἔπλευσε εἰς ἀποστρατείαν. Μήπως δὲν τὴν γνωρίζετε; — [666, 618, 851, 656]
headline-what-do-you-know: ΑΜ ΤΙ ΞΕΡΕΤΕ; — [714, 909, 803, 923]
headline-pavlidou: ΕΜΜ. ΠΑΥΛΙΔΟΥ — [269, 1152, 408, 1171]
para: Εἰς τὸ Ὑπουργεῖον τῶν Οἰκονομικῶν διεβιβάσθη ἔκθεσις περὶ τῆς ἐξαγωγῆς ἀρχαίων δερμάτων ἐκ τῆς Κρήτης. Ἡ Κυβέρνησις ἐζήτησε νὰ ληφθῶσι μέτρα. — [1347, 171, 1566, 221]
section-title-social: ΚΟΙΝΩΝΙΚΑ — [444, 24, 595, 49]
para: Ὁ εὔζωνος εὑρήκε τὴν εὐκαιρίαν νὰ κάμῃ τὴν παρατήρησιν τοῦ σχετικοῦ μὲ τὰς ἀνακαλύψεις ἐποχῆς τῶν κομῶν. — [246, 148, 431, 199]
date-line: Ἐν Ἀθήναις τῇ 8 Ὀκτωβρίου 1913. — [46, 1274, 231, 1287]
para: Ὁ ὀφθαλμίατρος κ. Ἰωάννης Ρεκάκης τῆς Σχολῆς τῶν Παρισίων, δέχεται καθ' ἑκάστην 2—4 μ. μ. ὁδὸς Πανεπιστημίου 39 Α'. — [444, 220, 653, 283]
